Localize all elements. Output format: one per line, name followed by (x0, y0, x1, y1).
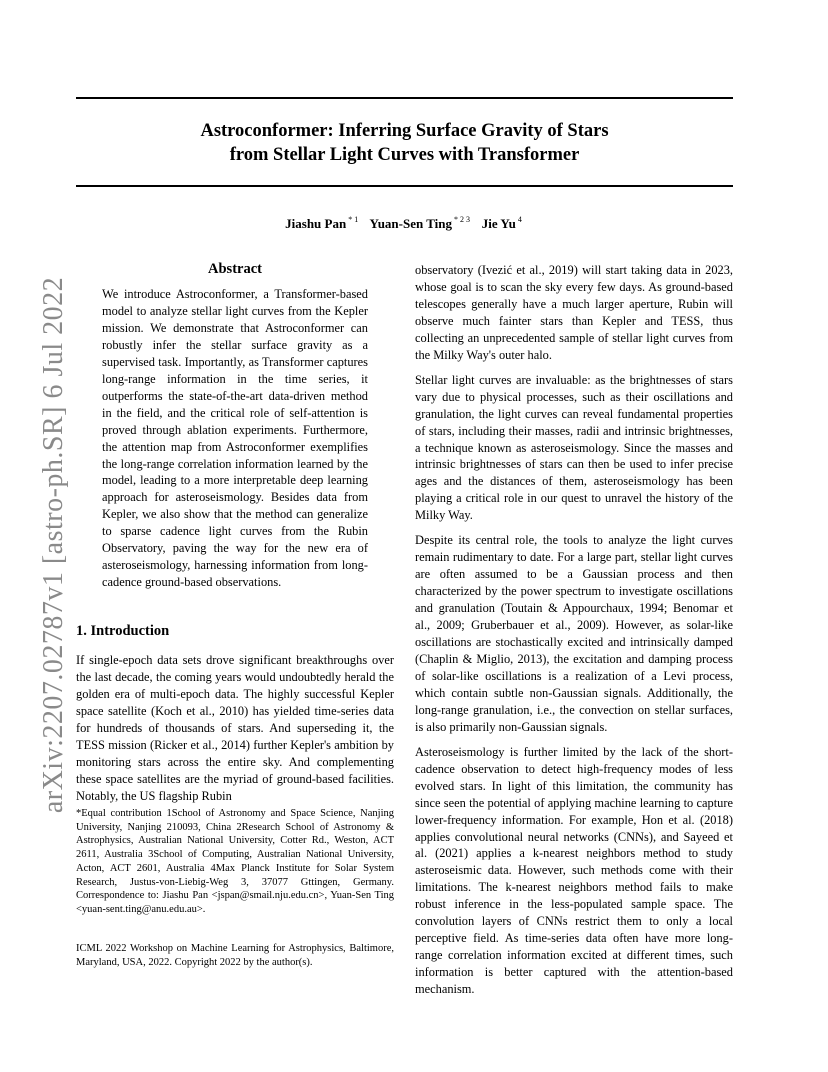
abstract-text: We introduce Astroconformer, a Transformer-based model to analyze stellar light curves from the Kepler mission. We demonstrate that Astroconformer can robustly infer the stellar surface gravity as a supervised task. Importantly, as Transformer captures long-range information in the time series, it outperforms the state-of-the-art data-driven method in the field, and the critical role of self-attention is proved through ablation experiments. Furthermore, the attention map from Astroconformer exemplifies the long-range correlation information learned by the model, leading to a more interpretable deep learning approach for asteroseismology. Besides data from Kepler, we also show that the method can generalize to sparse cadence light curves from the Rubin Observatory, paving the way for the new era of asteroseismology, harnessing information from long-cadence ground-based observations. (102, 287, 368, 590)
right-paragraph-3: Despite its central role, the tools to analyze the light curves remain rudimentary to date. For a large part, stellar light curves are often assumed to be a Gaussian process and then characterized by the power spectrum to investigate oscillations and granulation (Toutain & Appourchaux, 1994; Benomar et al., 2009; Gruberbauer et al., 2009). However, as solar-like oscillations are stochastically excited and intrinsically damped (Chaplin & Miglio, 2013), the excitation and damping process of solar-like oscillations is a realization of a Levi process, which contain subtle non-Gaussian signals. Additionally, the long-range granulation, i.e., the convection on stellar surfaces, is also primarily non-Gaussian signals. (415, 533, 733, 734)
author-name: Yuan-Sen Ting (369, 216, 453, 231)
abstract-body (102, 286, 368, 591)
author-list (76, 215, 733, 232)
paper-title-line-1: Astroconformer: Inferring Surface Gravity of Stars (200, 121, 609, 141)
intro-paragraph: If single-epoch data sets drove significant breakthroughs over the last decade, the coming years would undoubtedly herald the golden era of multi-epoch data. The highly successful Kepler space satellite (Koch et al., 2010) has yielded time-series data for hundreds of thousands of stars. And superseding it, the TESS mission (Ricker et al., 2014) further Kepler's ambition by monitoring stars across the entire sky. And complementing these space satellites are the myriad of ground-based facilities. Notably, the US flagship Rubin (76, 653, 394, 803)
section-heading-introduction: 1. Introduction (76, 623, 170, 639)
right-paragraph-4: Asteroseismology is further limited by the lack of the short-cadence observation to detect high-frequency modes of less evolved stars. In light of this limitation, the community has since seen the potential of applying machine learning to capture lower-frequency information. For example, Hon et al. (2018) applies convolutional neural networks (CNNs), and Sayeed et al. (2021) applies a k-nearest neighbors method to study asteroseismic data. However, such methods come with their limitations. The k-nearest neighbors method fails to make robust inference in the less-populated sample space. The convolution layers of CNNs restrict them to only a local perceptive field. As time-series data often have more long-range correlation information excited at different times, such information is better captured with the attention-based mechanism. (415, 744, 733, 997)
paper-title-line-2: from Stellar Light Curves with Transformer (229, 145, 580, 165)
introduction-body (76, 652, 394, 805)
paper-title (76, 119, 733, 167)
right-paragraph-1: observatory (Ivezić et al., 2019) will start taking data in 2023, whose goal is to scan the sky every few days. As ground-based telescopes generally have a much larger aperture, Rubin will observe much fainter stars than Kepler and TESS, thus collecting an unprecedented sample of stellar light curves from the Milky Way's outer halo. (415, 263, 733, 362)
title-rule-bottom (76, 185, 733, 187)
right-paragraph-2: Stellar light curves are invaluable: as the brightnesses of stars vary due to physical processes, such as their oscillations and granulation, the light curves can reveal fundamental properties of stars, including their masses, radii and intrinsic brightnesses, a technique known as asteroseismology. Since the masses and intrinsic brightnesses of stars can then be used to infer precise ages and the distances of them, asteroseismology has been playing a critical role in our quest to unravel the history of the Milky Way. (415, 372, 733, 523)
arxiv-stamp-text: arXiv:2207.02787v1 [astro-ph.SR] 6 Jul 2022 (38, 276, 69, 814)
author-name: Jiashu Pan (285, 216, 347, 231)
author-affiliation: 4 (517, 215, 522, 224)
abstract-heading: Abstract (208, 261, 262, 277)
affiliation-footnote: *Equal contribution 1School of Astronomy and Space Science, Nanjing University, Nanjing 210093, China 2Research School of Astronomy & Astrophysics, Australian National University, Cotter Rd., Weston, ACT 2611, Australia 3School of Computing, Australian National University, Acton, ACT 2601, Australia 4Max Planck Institute for Solar System Research, Justus-von-Liebig-Weg 3, 37077 Gttingen, Germany. Correspondence to: Jiashu Pan <jspan@smail.nju.edu.cn>, Yuan-Sen Ting <yuan-sent.ting@anu.edu.au>. (76, 808, 394, 915)
author-name: Jie Yu (481, 216, 516, 231)
venue-note: ICML 2022 Workshop on Machine Learning for Astrophysics, Baltimore, Maryland, USA, 2022. Copyright 2022 by the author(s). (76, 943, 394, 968)
right-column-body (415, 262, 733, 998)
author-affiliation: * 1 (348, 215, 359, 224)
author-affiliation: * 2 3 (454, 215, 471, 224)
title-rule-top (76, 97, 733, 99)
